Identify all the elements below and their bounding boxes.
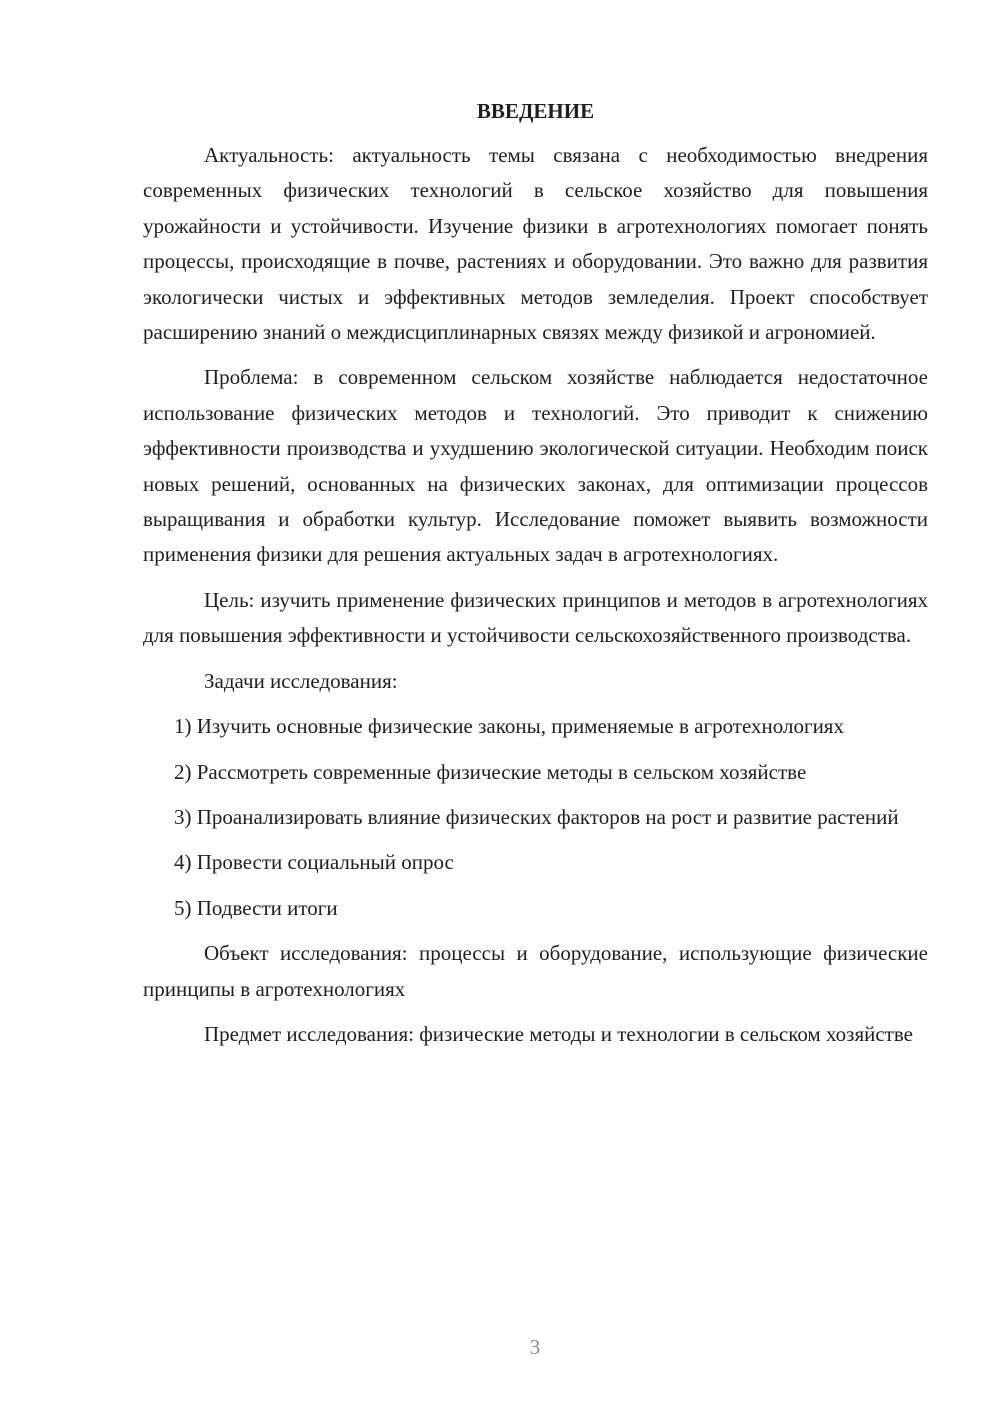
task-item: 2) Рассмотреть современные физические методы в сельском хозяйстве bbox=[174, 759, 807, 784]
task-item: 5) Подвести итоги bbox=[174, 895, 338, 920]
task-item: 4) Провести социальный опрос bbox=[174, 850, 454, 875]
task-item: 1) Изучить основные физические законы, применяемые в агротехнологиях bbox=[174, 714, 844, 739]
relevance-paragraph: Актуальность: актуальность темы связана с необходимостью внедрения современных физических технологий в сельское хозяйство для повышения урожайности и устойчивости. Изучение физики в агротехнологиях помогает понять процессы, происходящие в почве, растениях и оборудовании. Это важно для развития экологически чистых и эффективных методов земледелия. Проект способствует расширению знаний о междисциплинарных связях между физикой и агрономией. bbox=[143, 143, 928, 345]
object-paragraph: Объект исследования: процессы и оборудование, использующие физические принципы в агротехнологиях bbox=[143, 941, 928, 1001]
page-number: 3 bbox=[529, 1335, 541, 1359]
subject-paragraph: Предмет исследования: физические методы и технологии в сельском хозяйстве bbox=[204, 1021, 913, 1046]
problem-paragraph: Проблема: в современном сельском хозяйстве наблюдается недостаточное использование физических методов и технологий. Это приводит к снижению эффективности производства и ухудшению экологической ситуации. Необходим поиск новых решений, основанных на физических законах, для оптимизации процессов выращивания и обработки культур. Исследование поможет выявить возможности применения физики для решения актуальных задач в агротехнологиях. bbox=[143, 365, 928, 567]
page-content bbox=[143, 96, 928, 1052]
section-title: ВВЕДЕНИЕ bbox=[476, 99, 595, 123]
tasks-heading: Задачи исследования: bbox=[204, 668, 398, 693]
task-item: 3) Проанализировать влияние физических факторов на рост и развитие растений bbox=[174, 804, 899, 829]
goal-paragraph: Цель: изучить применение физических принципов и методов в агротехнологиях для повышения эффективности и устойчивости сельскохозяйственного производства. bbox=[143, 587, 928, 648]
